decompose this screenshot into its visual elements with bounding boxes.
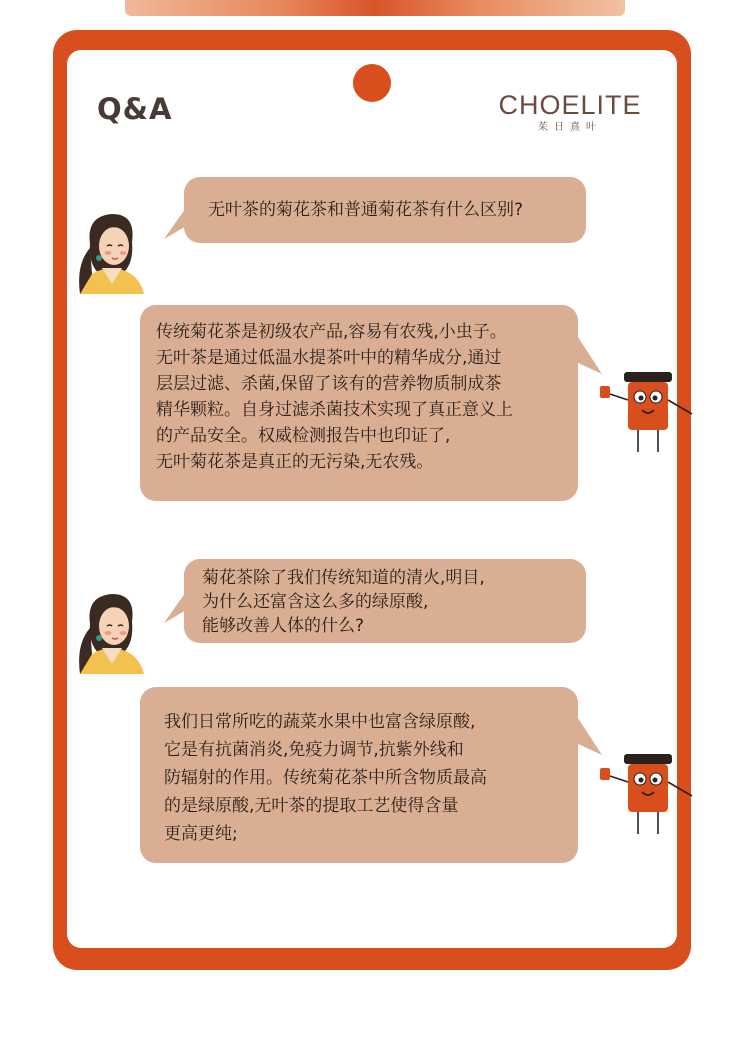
message-line: 传统菊花茶是初级农产品,容易有农残,小虫子。 <box>156 322 507 342</box>
mascot-answer-bubble <box>140 687 578 863</box>
tea-can-mascot-icon <box>596 370 696 460</box>
card-hole-icon <box>353 64 391 102</box>
message-line: 的产品安全。权威检测报告中也印证了, <box>156 426 451 446</box>
mascot-answer-bubble <box>140 305 578 501</box>
woman-avatar-icon <box>72 584 152 674</box>
message-line: 层层过滤、杀菌,保留了该有的营养物质制成茶 <box>156 374 502 394</box>
brand-logo-subtitle: 茱日熹叶 <box>538 122 602 133</box>
message-line: 无叶茶的菊花茶和普通菊花茶有什么区别? <box>208 200 524 220</box>
woman-avatar-icon <box>72 204 152 294</box>
page-title: Q&A <box>97 92 173 126</box>
message-line: 无叶菊花茶是真正的无污染,无农残。 <box>156 452 434 472</box>
message-line: 为什么还富含这么多的绿原酸, <box>202 592 429 612</box>
customer-question-bubble <box>184 559 586 643</box>
message-line: 防辐射的作用。传统菊花茶中所含物质最高 <box>164 768 487 788</box>
message-line: 更高更纯; <box>164 824 238 844</box>
message-line: 菊花茶除了我们传统知道的清火,明目, <box>202 568 485 588</box>
tea-can-mascot-icon <box>596 752 696 842</box>
message-line: 它是有抗菌消炎,免疫力调节,抗紫外线和 <box>164 740 464 760</box>
top-decoration <box>125 0 625 16</box>
message-line: 能够改善人体的什么? <box>202 616 365 636</box>
message-line: 我们日常所吃的蔬菜水果中也富含绿原酸, <box>164 712 476 732</box>
brand-logo <box>495 90 645 133</box>
customer-question-bubble <box>184 177 586 243</box>
brand-logo-text: CHOELITE <box>498 90 642 120</box>
message-line: 精华颗粒。自身过滤杀菌技术实现了真正意义上 <box>156 400 513 420</box>
message-line: 的是绿原酸,无叶茶的提取工艺使得含量 <box>164 796 459 816</box>
message-line: 无叶茶是通过低温水提茶叶中的精华成分,通过 <box>156 348 502 368</box>
